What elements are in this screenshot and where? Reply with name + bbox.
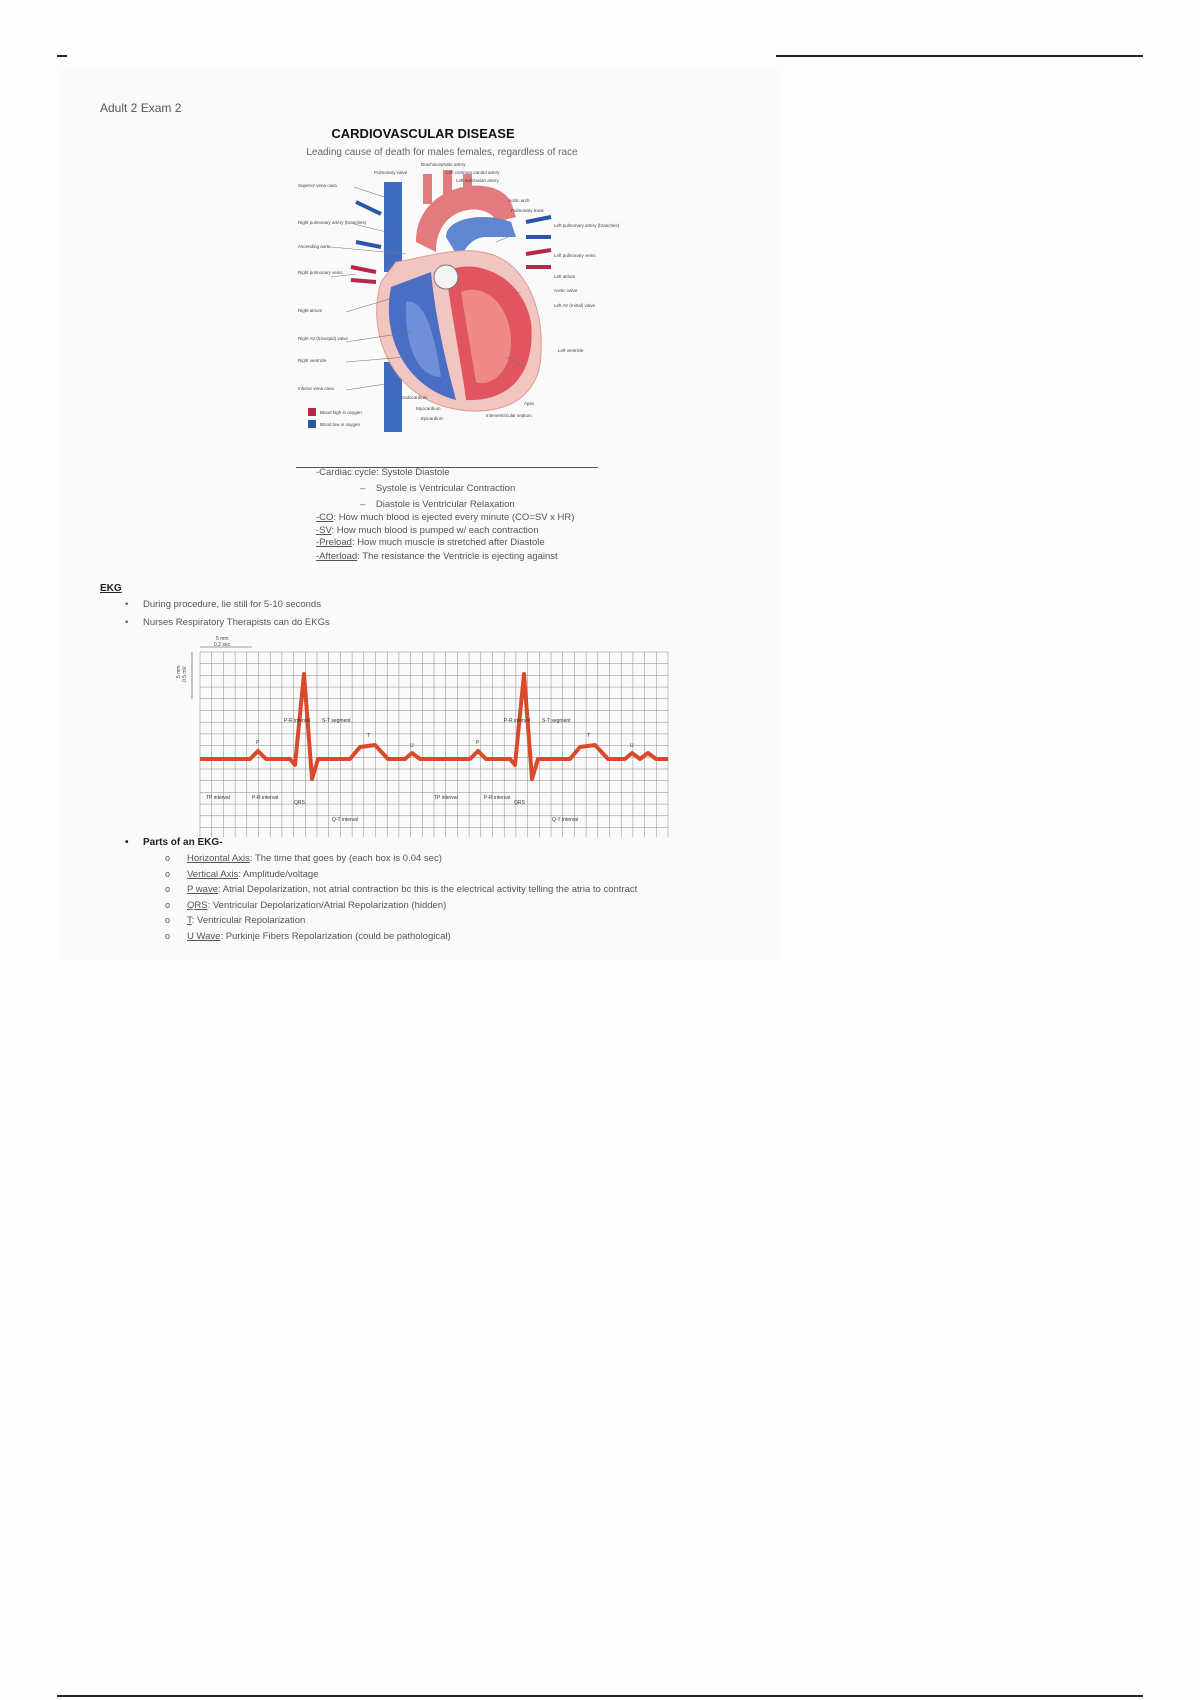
heart-label: Left pulmonary veins	[554, 253, 596, 258]
heart-label: Left ventricle	[558, 348, 584, 353]
interval-label: P-R interval	[484, 795, 511, 801]
heart-label: Right pulmonary artery (branches)	[298, 220, 367, 225]
ekg-part-term: P wave	[187, 884, 218, 895]
sv-line	[316, 525, 538, 536]
interval-label: TP interval	[434, 795, 458, 801]
brachiocephalic-artery	[423, 174, 432, 204]
heart-label: Ascending aorta	[298, 244, 331, 249]
interval-label: S-T segment	[322, 718, 351, 724]
interval-label: P-R interval	[252, 795, 279, 801]
ekg-part-term: QRS	[187, 900, 208, 911]
ekg-part-text: : Ventricular Depolarization/Atrial Repolarization (hidden)	[207, 900, 447, 911]
sub-bullet-icon: o	[165, 884, 171, 894]
co-text: : How much blood is ejected every minute (CO=SV x HR)	[333, 512, 575, 523]
wave-label: U	[630, 743, 634, 749]
heart-label: Left common carotid artery	[446, 170, 500, 175]
wave-label: P	[476, 740, 480, 746]
systole-line	[360, 483, 515, 494]
heart-label: Left AV (mitral) valve	[554, 303, 596, 308]
bullet-dot: •	[125, 617, 129, 628]
heart-label: Epicardium	[421, 416, 444, 421]
ekg-part-text: : Purkinje Fibers Repolarization (could be pathological)	[220, 931, 451, 942]
sv-text: : How much blood is pumped w/ each contraction	[331, 525, 539, 536]
top-left-rule	[57, 55, 67, 57]
heart-label: Right atrium	[298, 308, 323, 313]
ekg-bullet-text: Nurses Respiratory Therapists can do EKGs	[143, 617, 330, 628]
page-title: CARDIOVASCULAR DISEASE	[331, 126, 515, 141]
heart-label: Endocardium	[401, 395, 428, 400]
preload-term: -Preload	[316, 537, 352, 548]
side-scale-label: 0.5 mV	[182, 666, 188, 682]
heart-label: Right pulmonary veins	[298, 270, 343, 275]
ekg-bullet	[125, 599, 321, 610]
heart-label: Pulmonary trunk	[511, 208, 544, 213]
legend-high-label: Blood high in oxygen	[320, 410, 362, 415]
interval-label: TP interval	[206, 795, 230, 801]
heart-label: Aortic arch	[508, 198, 530, 203]
wave-label: U	[410, 743, 414, 749]
afterload-line	[316, 551, 558, 562]
sub-bullet-icon: o	[165, 931, 171, 941]
blood-flow-arrow	[351, 267, 376, 272]
ekg-part-item	[165, 884, 638, 895]
diastole-text: Diastole is Ventricular Relaxation	[375, 499, 515, 510]
heart-label: Left pulmonary artery (branches)	[554, 223, 620, 228]
blood-flow-arrow	[351, 280, 376, 282]
sub-bullet-icon: o	[165, 900, 171, 910]
ekg-heading: EKG	[100, 583, 122, 594]
wave-label: P	[256, 740, 260, 746]
sub-bullet-icon: o	[165, 915, 171, 925]
ekg-part-text: : Ventricular Repolarization	[191, 915, 306, 926]
interval-label: QRS	[294, 800, 305, 806]
ekg-part-item	[165, 869, 319, 880]
sv-term: -SV	[316, 525, 332, 536]
heart-label: Aortic valve	[554, 288, 578, 293]
document-header: Adult 2 Exam 2	[100, 101, 182, 115]
heart-label: Brachiocephalic artery	[421, 162, 466, 167]
blood-flow-arrow	[526, 217, 551, 222]
heart-label: Pulmonary valve	[374, 170, 408, 175]
ekg-part-text: : Amplitude/voltage	[238, 869, 319, 880]
list-dash: –	[360, 483, 376, 494]
heart-label: Interventricular septum	[486, 413, 532, 418]
diastole-line	[360, 499, 515, 510]
afterload-text: : The resistance the Ventricle is ejecting against	[357, 551, 558, 562]
bottom-rule	[57, 1695, 1143, 1697]
heart-label: Inferior vena cava	[298, 386, 334, 391]
ekg-scale-labels	[176, 636, 231, 682]
heart-label: Superior vena cava	[298, 183, 337, 188]
interval-label: Q-T interval	[552, 817, 579, 823]
ekg-part-item	[165, 915, 306, 926]
ekg-part-item	[165, 900, 447, 911]
ekg-grid	[200, 652, 668, 837]
co-line	[316, 512, 574, 523]
page-subtitle: Leading cause of death for males females, regardless of race	[306, 147, 578, 158]
top-scale-label: 5 mm	[216, 636, 229, 642]
wave-label: T	[367, 733, 371, 739]
ekg-part-term: Vertical Axis	[187, 869, 239, 880]
side-scale-label: 5 mm	[176, 665, 182, 678]
sub-bullet-icon: o	[165, 869, 171, 879]
heart-label: Left subclavian artery	[456, 178, 499, 183]
heart-label: Right AV (tricuspid) valve	[298, 336, 348, 341]
ekg-bullet	[125, 617, 330, 628]
interval-label: S-T segment	[542, 718, 571, 724]
ekg-part-term: T	[187, 915, 192, 926]
preload-text: : How much muscle is stretched after Diastole	[351, 537, 545, 548]
preload-line	[316, 537, 545, 548]
ekg-part-text: : Atrial Depolarization, not atrial contraction bc this is the electrical activity telling the atria to contract	[217, 884, 638, 895]
wave-label: T	[587, 733, 591, 739]
blood-flow-arrow	[356, 242, 381, 247]
ekg-strip-chart	[172, 634, 672, 839]
interval-label: P-R interval	[504, 718, 531, 724]
cardiac-cycle-line: -Cardiac cycle: Systole Diastole	[316, 467, 450, 478]
systole-text: Systole is Ventricular Contraction	[375, 483, 516, 494]
blood-flow-arrow	[526, 250, 551, 254]
interval-label: QRS	[514, 800, 525, 806]
top-scale-label: 0.2 sec	[214, 642, 231, 648]
co-term: -CO	[316, 512, 334, 523]
top-right-rule	[776, 55, 1143, 57]
ekg-bullet-text: During procedure, lie still for 5-10 seconds	[143, 599, 321, 610]
ekg-part-text: : The time that goes by (each box is 0.04 sec)	[249, 853, 442, 864]
heart-label: Apex	[524, 401, 535, 406]
afterload-term: -Afterload	[316, 551, 358, 562]
superior-vena-cava	[384, 182, 402, 272]
blood-flow-arrow	[356, 202, 381, 214]
bullet-dot: •	[125, 599, 129, 610]
heart-label: Myocardium	[416, 406, 441, 411]
bullet-dot: •	[125, 837, 129, 848]
legend-swatch-low	[308, 420, 316, 428]
parts-heading	[125, 837, 223, 848]
sub-bullet-icon: o	[165, 853, 171, 863]
parts-heading-text: Parts of an EKG-	[143, 837, 223, 848]
legend-swatch-high	[308, 408, 316, 416]
interval-label: P-R interval	[284, 718, 311, 724]
heart-diagram	[296, 162, 620, 464]
heart-label: Left atrium	[554, 274, 576, 279]
aortic-valve	[434, 265, 458, 289]
ekg-part-term: U Wave	[187, 931, 221, 942]
interval-label: Q-T interval	[332, 817, 359, 823]
legend-low-label: Blood low in oxygen	[320, 422, 361, 427]
ekg-part-item	[165, 853, 442, 864]
list-dash: –	[360, 499, 376, 510]
ekg-part-term: Horizontal Axis	[187, 853, 250, 864]
ekg-part-item	[165, 931, 451, 942]
heart-label: Right ventricle	[298, 358, 327, 363]
